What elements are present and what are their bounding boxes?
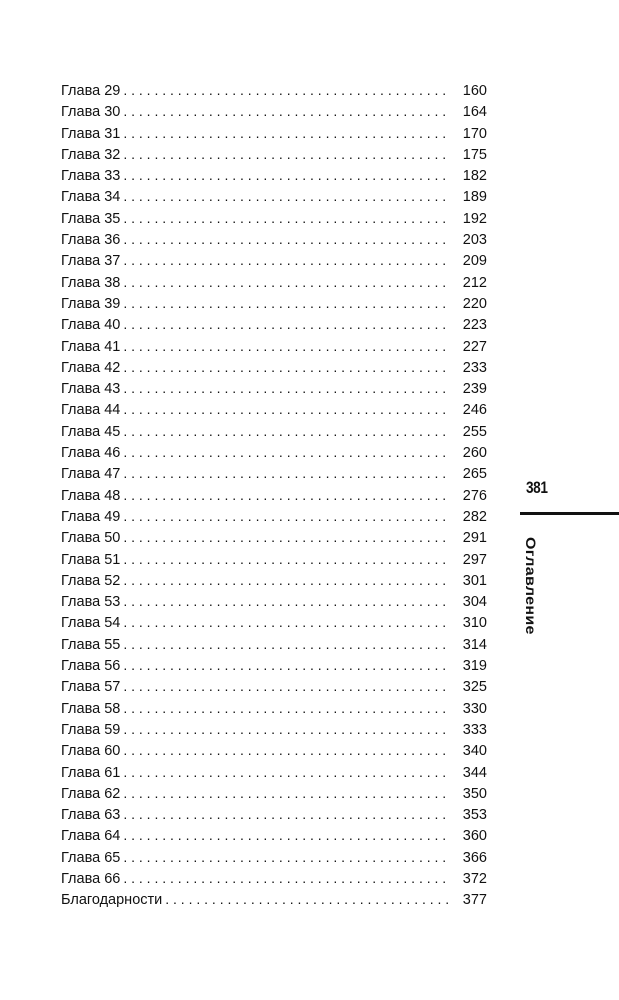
- toc-entry[interactable]: [61, 804, 487, 825]
- toc-entry[interactable]: [61, 123, 487, 144]
- toc-dot-leader: [123, 825, 451, 846]
- toc-entry[interactable]: [61, 208, 487, 229]
- toc-entry-title: Глава 49: [61, 508, 121, 525]
- toc-entry-page: 353: [462, 807, 487, 824]
- toc-entry-page: 350: [462, 785, 487, 802]
- toc-entry-page: 220: [462, 295, 487, 312]
- toc-entry-title: Глава 31: [61, 125, 121, 142]
- toc-dot-leader: [123, 421, 451, 442]
- toc-entry-page: 330: [462, 700, 487, 717]
- toc-entry-title: Глава 37: [61, 253, 121, 270]
- toc-entry-page: 282: [462, 508, 487, 525]
- toc-entry[interactable]: [61, 719, 487, 740]
- toc-dot-leader: [123, 399, 451, 420]
- toc-entry-title: Глава 35: [61, 210, 121, 227]
- toc-entry[interactable]: [61, 506, 487, 527]
- toc-entry-title: Глава 41: [61, 338, 121, 355]
- toc-entry-page: 372: [462, 870, 487, 887]
- toc-entry-title: Глава 39: [61, 295, 121, 312]
- toc-entry[interactable]: [61, 634, 487, 655]
- toc-entry[interactable]: [61, 378, 487, 399]
- toc-entry-title: Глава 61: [61, 764, 121, 781]
- toc-entry-title: Глава 48: [61, 487, 121, 504]
- toc-entry-page: 297: [462, 551, 487, 568]
- toc-entry[interactable]: [61, 655, 487, 676]
- toc-entry-title: Глава 33: [61, 168, 121, 185]
- toc-dot-leader: [123, 186, 451, 207]
- toc-entry[interactable]: [61, 229, 487, 250]
- toc-dot-leader: [123, 506, 451, 527]
- toc-dot-leader: [123, 208, 451, 229]
- toc-entry-page: 260: [462, 445, 487, 462]
- toc-entry-title: Глава 36: [61, 232, 121, 249]
- toc-entry-title: Глава 51: [61, 551, 121, 568]
- toc-entry-page: 160: [462, 83, 487, 99]
- toc-entry[interactable]: [61, 80, 487, 101]
- toc-dot-leader: [123, 783, 451, 804]
- toc-entry-page: 246: [462, 402, 487, 419]
- toc-entry-title: Глава 34: [61, 189, 121, 206]
- toc-dot-leader: [165, 889, 451, 910]
- toc-entry[interactable]: [61, 463, 487, 484]
- toc-entry[interactable]: [61, 868, 487, 889]
- toc-dot-leader: [123, 293, 451, 314]
- toc-entry-page: 212: [462, 274, 487, 291]
- toc-entry-title: Глава 44: [61, 402, 121, 419]
- toc-entry[interactable]: [61, 591, 487, 612]
- toc-entry-page: 310: [462, 615, 487, 632]
- toc-dot-leader: [123, 527, 451, 548]
- toc-dot-leader: [123, 762, 451, 783]
- toc-entry[interactable]: [61, 250, 487, 271]
- toc-dot-leader: [123, 570, 451, 591]
- table-of-contents: [61, 80, 487, 911]
- toc-dot-leader: [123, 698, 451, 719]
- toc-entry[interactable]: [61, 357, 487, 378]
- toc-entry-page: 239: [462, 381, 487, 398]
- toc-entry-page: 265: [462, 466, 487, 483]
- toc-entry-page: 223: [462, 317, 487, 334]
- toc-entry[interactable]: [61, 783, 487, 804]
- toc-entry[interactable]: [61, 762, 487, 783]
- page-number: 381: [526, 478, 548, 497]
- toc-entry-title: Благодарности: [61, 892, 163, 909]
- toc-entry[interactable]: [61, 847, 487, 868]
- toc-dot-leader: [123, 144, 451, 165]
- toc-dot-leader: [123, 250, 451, 271]
- toc-entry-title: Глава 64: [61, 828, 121, 845]
- toc-entry-page: 325: [462, 679, 487, 696]
- toc-entry-title: Глава 53: [61, 594, 121, 611]
- toc-entry[interactable]: [61, 485, 487, 506]
- toc-entry-page: 340: [462, 743, 487, 760]
- toc-entry-title: Глава 62: [61, 785, 121, 802]
- toc-entry-title: Глава 42: [61, 359, 121, 376]
- toc-dot-leader: [123, 165, 451, 186]
- toc-entry[interactable]: [61, 889, 487, 910]
- toc-entry-title: Глава 38: [61, 274, 121, 291]
- toc-entry-title: Глава 43: [61, 381, 121, 398]
- toc-dot-leader: [123, 591, 451, 612]
- toc-dot-leader: [123, 676, 451, 697]
- toc-dot-leader: [123, 336, 451, 357]
- toc-entry[interactable]: [61, 698, 487, 719]
- toc-entry-page: 377: [462, 892, 487, 909]
- toc-dot-leader: [123, 804, 451, 825]
- header-rule: [520, 512, 619, 515]
- toc-entry-title: Глава 58: [61, 700, 121, 717]
- toc-entry-page: 192: [462, 210, 487, 227]
- toc-entry[interactable]: [61, 399, 487, 420]
- toc-entry[interactable]: [61, 549, 487, 570]
- toc-entry-page: 189: [462, 189, 487, 206]
- toc-entry[interactable]: [61, 612, 487, 633]
- toc-dot-leader: [123, 442, 451, 463]
- toc-entry-title: Глава 50: [61, 530, 121, 547]
- toc-entry[interactable]: [61, 165, 487, 186]
- toc-entry[interactable]: [61, 101, 487, 122]
- toc-entry-title: Глава 32: [61, 146, 121, 163]
- toc-dot-leader: [123, 634, 451, 655]
- toc-dot-leader: [123, 868, 451, 889]
- toc-entry-page: 344: [462, 764, 487, 781]
- running-head-title: Оглавление: [522, 537, 538, 635]
- toc-dot-leader: [123, 101, 451, 122]
- toc-dot-leader: [123, 357, 451, 378]
- toc-entry-page: 182: [462, 168, 487, 185]
- toc-entry[interactable]: [61, 314, 487, 335]
- toc-entry[interactable]: [61, 825, 487, 846]
- toc-dot-leader: [123, 80, 451, 101]
- toc-entry-title: Глава 65: [61, 849, 121, 866]
- toc-entry-page: 319: [462, 658, 487, 675]
- toc-entry-title: Глава 55: [61, 636, 121, 653]
- toc-entry-title: Глава 45: [61, 423, 121, 440]
- toc-entry-title: Глава 54: [61, 615, 121, 632]
- toc-entry[interactable]: [61, 144, 487, 165]
- toc-dot-leader: [123, 229, 451, 250]
- toc-entry-page: 227: [462, 338, 487, 355]
- toc-entry-page: 170: [462, 125, 487, 142]
- toc-entry[interactable]: [61, 293, 487, 314]
- toc-dot-leader: [123, 549, 451, 570]
- toc-dot-leader: [123, 719, 451, 740]
- toc-entry-title: Глава 63: [61, 807, 121, 824]
- toc-dot-leader: [123, 655, 451, 676]
- toc-entry-title: Глава 52: [61, 572, 121, 589]
- toc-entry-page: 175: [462, 146, 487, 163]
- toc-entry-title: Глава 60: [61, 743, 121, 760]
- toc-dot-leader: [123, 612, 451, 633]
- toc-entry-page: 333: [462, 721, 487, 738]
- toc-entry-page: 301: [462, 572, 487, 589]
- toc-dot-leader: [123, 272, 451, 293]
- toc-entry-page: 203: [462, 232, 487, 249]
- toc-entry-title: Глава 40: [61, 317, 121, 334]
- toc-entry-page: 366: [462, 849, 487, 866]
- toc-entry-page: 233: [462, 359, 487, 376]
- toc-entry-page: 304: [462, 594, 487, 611]
- toc-dot-leader: [123, 740, 451, 761]
- toc-dot-leader: [123, 123, 451, 144]
- toc-entry-title: Глава 66: [61, 870, 121, 887]
- toc-entry-page: 291: [462, 530, 487, 547]
- toc-entry-page: 314: [462, 636, 487, 653]
- toc-entry[interactable]: [61, 676, 487, 697]
- toc-entry[interactable]: [61, 527, 487, 548]
- toc-dot-leader: [123, 314, 451, 335]
- toc-dot-leader: [123, 463, 451, 484]
- toc-entry-page: 164: [462, 104, 487, 121]
- toc-entry-page: 276: [462, 487, 487, 504]
- toc-entry[interactable]: [61, 442, 487, 463]
- toc-entry-page: 255: [462, 423, 487, 440]
- toc-entry[interactable]: [61, 570, 487, 591]
- toc-entry-title: Глава 47: [61, 466, 121, 483]
- toc-entry[interactable]: [61, 336, 487, 357]
- toc-dot-leader: [123, 847, 451, 868]
- toc-dot-leader: [123, 378, 451, 399]
- toc-entry-title: Глава 57: [61, 679, 121, 696]
- toc-entry-title: Глава 29: [61, 83, 121, 99]
- toc-entry[interactable]: [61, 272, 487, 293]
- toc-entry-page: 209: [462, 253, 487, 270]
- toc-entry[interactable]: [61, 186, 487, 207]
- toc-entry-title: Глава 30: [61, 104, 121, 121]
- toc-entry[interactable]: [61, 421, 487, 442]
- toc-dot-leader: [123, 485, 451, 506]
- toc-entry-title: Глава 56: [61, 658, 121, 675]
- toc-entry-title: Глава 59: [61, 721, 121, 738]
- toc-entry-page: 360: [462, 828, 487, 845]
- toc-entry[interactable]: [61, 740, 487, 761]
- toc-entry-title: Глава 46: [61, 445, 121, 462]
